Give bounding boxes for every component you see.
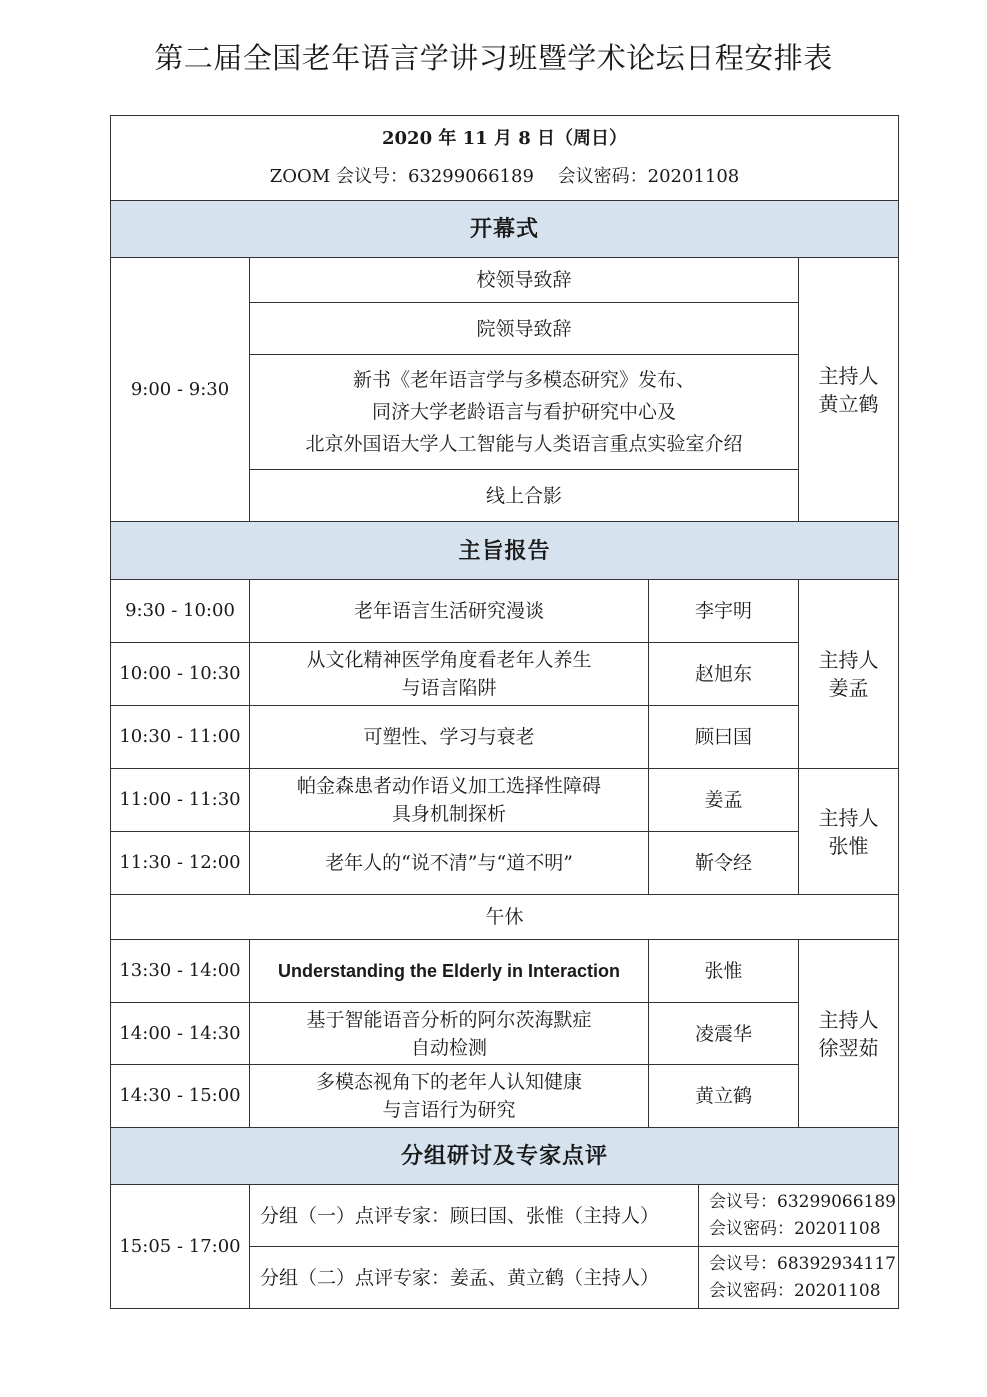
time-slot: 9:30 - 10:00: [111, 580, 250, 643]
meeting-password: 会议密码：20201108: [709, 1280, 881, 1301]
host-cell: [799, 769, 899, 895]
host-cell: [799, 940, 899, 1128]
speaker-name: 李宇明: [649, 580, 799, 643]
speaker-name: 顾曰国: [649, 706, 799, 769]
group-name: 分组（二）点评专家：姜孟、黄立鹤（主持人）: [250, 1247, 699, 1309]
talk-title: 老年人的“说不清”与“道不明”: [250, 832, 649, 895]
host-cell: [799, 258, 899, 522]
host-label: 主持人: [818, 1007, 879, 1032]
talk-title: 从文化精神医学角度看老年人养生 与语言陷阱: [250, 643, 649, 706]
talk-title: 多模态视角下的老年人认知健康 与言语行为研究: [250, 1065, 649, 1128]
host-label: 主持人: [818, 363, 879, 388]
date-line: 2020 年 11 月 8 日（周日）: [382, 128, 628, 149]
agenda-item: 院领导致辞: [250, 303, 799, 355]
section-heading-opening: 开幕式: [111, 201, 899, 258]
time-slot: 10:30 - 11:00: [111, 706, 250, 769]
agenda-item: 线上合影: [250, 470, 799, 522]
table-row: [111, 1185, 899, 1247]
time-slot: 11:00 - 11:30: [111, 769, 250, 832]
host-label: 主持人: [818, 805, 879, 830]
talk-title: Understanding the Elderly in Interaction: [250, 940, 649, 1003]
table-row: [111, 580, 899, 643]
speaker-name: 赵旭东: [649, 643, 799, 706]
host-name: 张惟: [828, 833, 869, 858]
table-row: [111, 769, 899, 832]
host-cell: [799, 580, 899, 769]
section-heading-groups: 分组研讨及专家点评: [111, 1128, 899, 1185]
host-name: 姜孟: [828, 676, 869, 700]
meeting-info: [699, 1185, 899, 1247]
table-row: [111, 832, 899, 895]
host-name: 徐翌茹: [818, 1035, 879, 1060]
time-slot: 11:30 - 12:00: [111, 832, 250, 895]
table-row: [111, 706, 899, 769]
talk-title: 帕金森患者动作语义加工选择性障碍 具身机制探析: [250, 769, 649, 832]
time-slot: 14:00 - 14:30: [111, 1003, 250, 1065]
meeting-id: 会议号：63299066189: [709, 1191, 896, 1212]
time-slot: 9:00 - 9:30: [111, 258, 250, 522]
host-name: 黄立鹤: [818, 391, 879, 416]
talk-title: 基于智能语音分析的阿尔茨海默症 自动检测: [250, 1003, 649, 1065]
speaker-name: 凌震华: [649, 1003, 799, 1065]
talk-title: 老年语言生活研究漫谈: [250, 580, 649, 643]
page-title: 第二届全国老年语言学讲习班暨学术论坛日程安排表: [154, 41, 833, 75]
speaker-name: 靳令经: [649, 832, 799, 895]
meeting-password: 会议密码：20201108: [709, 1218, 881, 1239]
time-slot: 14:30 - 15:00: [111, 1065, 250, 1128]
time-slot: 10:00 - 10:30: [111, 643, 250, 706]
meeting-id: 会议号：68392934117: [709, 1253, 896, 1274]
table-row: [111, 1003, 899, 1065]
lunch-break: 午休: [111, 895, 899, 940]
schedule-header: [111, 116, 899, 201]
zoom-line: ZOOM 会议号：63299066189 会议密码：20201108: [269, 166, 740, 187]
section-heading-keynote: 主旨报告: [111, 522, 899, 580]
time-slot: 13:30 - 14:00: [111, 940, 250, 1003]
speaker-name: 张惟: [649, 940, 799, 1003]
group-name: 分组（一）点评专家：顾曰国、张惟（主持人）: [250, 1185, 699, 1247]
talk-title: 可塑性、学习与衰老: [250, 706, 649, 769]
table-row: [111, 643, 899, 706]
host-label: 主持人: [818, 648, 879, 672]
agenda-item: 校领导致辞: [250, 258, 799, 303]
speaker-name: 黄立鹤: [649, 1065, 799, 1128]
table-row: [111, 940, 899, 1003]
table-row: [111, 1065, 899, 1128]
time-slot: 15:05 - 17:00: [111, 1185, 250, 1309]
meeting-info: [699, 1247, 899, 1309]
agenda-item: 新书《老年语言学与多模态研究》发布、 同济大学老龄语言与看护研究中心及 北京外国语大学人工智能与人类语言重点实验室介绍: [250, 355, 799, 470]
speaker-name: 姜孟: [649, 769, 799, 832]
schedule-table: [110, 115, 899, 1309]
